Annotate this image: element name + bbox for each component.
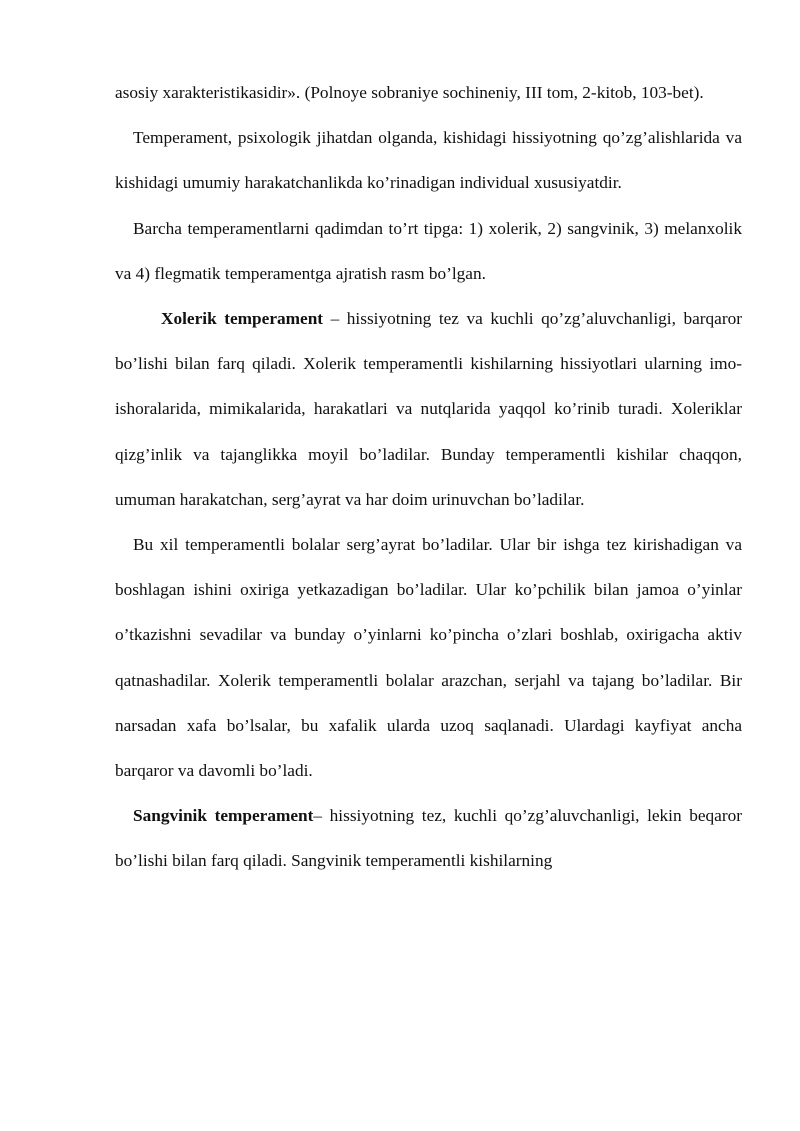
paragraph-continuation: asosiy xarakteristikasidir». (Polnoye sobraniye sochineniy, III tom, 2-kitob, 103-bet). [115,83,704,102]
sanguine-heading: Sangvinik temperament [133,806,314,826]
paragraph-choleric-children: Bu xil temperamentli bolalar serg’ayrat bo’ladilar. Ular bir ishga tez kirishadigan va boshlagan ishini oxiriga yetkazadigan bo’ladilar. Ular ko’pchilik bilan jamoa o’yinlar o’tkazishni sevadilar va bunday o’yinlarni ko’pincha o’zlari boshlab, oxirigacha aktiv qatnashadilar. Xolerik temperamentli bolalar arazchan, serjahl va tajang bo’ladilar. Bir narsadan xafa bo’lsalar, bu xafalik ularda uzoq saqlanadi. Ulardagi kayfiyat ancha barqaror va davomli bo’ladi. [115,535,742,781]
paragraph-temperament-definition: Temperament, psixologik jihatdan olganda, kishidagi hissiyotning qo’zg’alishlarida va kishidagi umumiy harakatchanlikda ko’rinadigan individual xususiyatdir. [115,128,742,193]
paragraph-sanguine [115,793,742,883]
choleric-heading: Xolerik temperament [161,309,324,329]
sanguine-text: – hissiyotning tez, kuchli qo’zg’aluvchanligi, lekin beqaror bo’lishi bilan farq qiladi. Sangvinik temperamentli kishilarning [115,806,742,871]
choleric-text: – hissiyotning tez va kuchli qo’zg’aluvchanligi, barqaror bo’lishi bilan farq qiladi. Xolerik temperamentli kishilarning hissiyotlari ularning imo-ishoralarida, mimikalarida, harakatlari va nutqlarida yaqqol ko’rinib turadi. Xoleriklar qizg’inlik va tajanglikka moyil bo’ladilar. Bunday temperamentli kishilar chaqqon, umuman harakatchan, serg’ayrat va har doim urinuvchan bo’ladilar. [115,309,742,509]
paragraph-choleric [115,296,742,522]
paragraph-four-types: Barcha temperamentlarni qadimdan to’rt tipga: 1) xolerik, 2) sangvinik, 3) melanxolik va 4) flegmatik temperamentga ajratish rasm bo’lgan. [115,218,742,283]
document-page [115,70,742,884]
